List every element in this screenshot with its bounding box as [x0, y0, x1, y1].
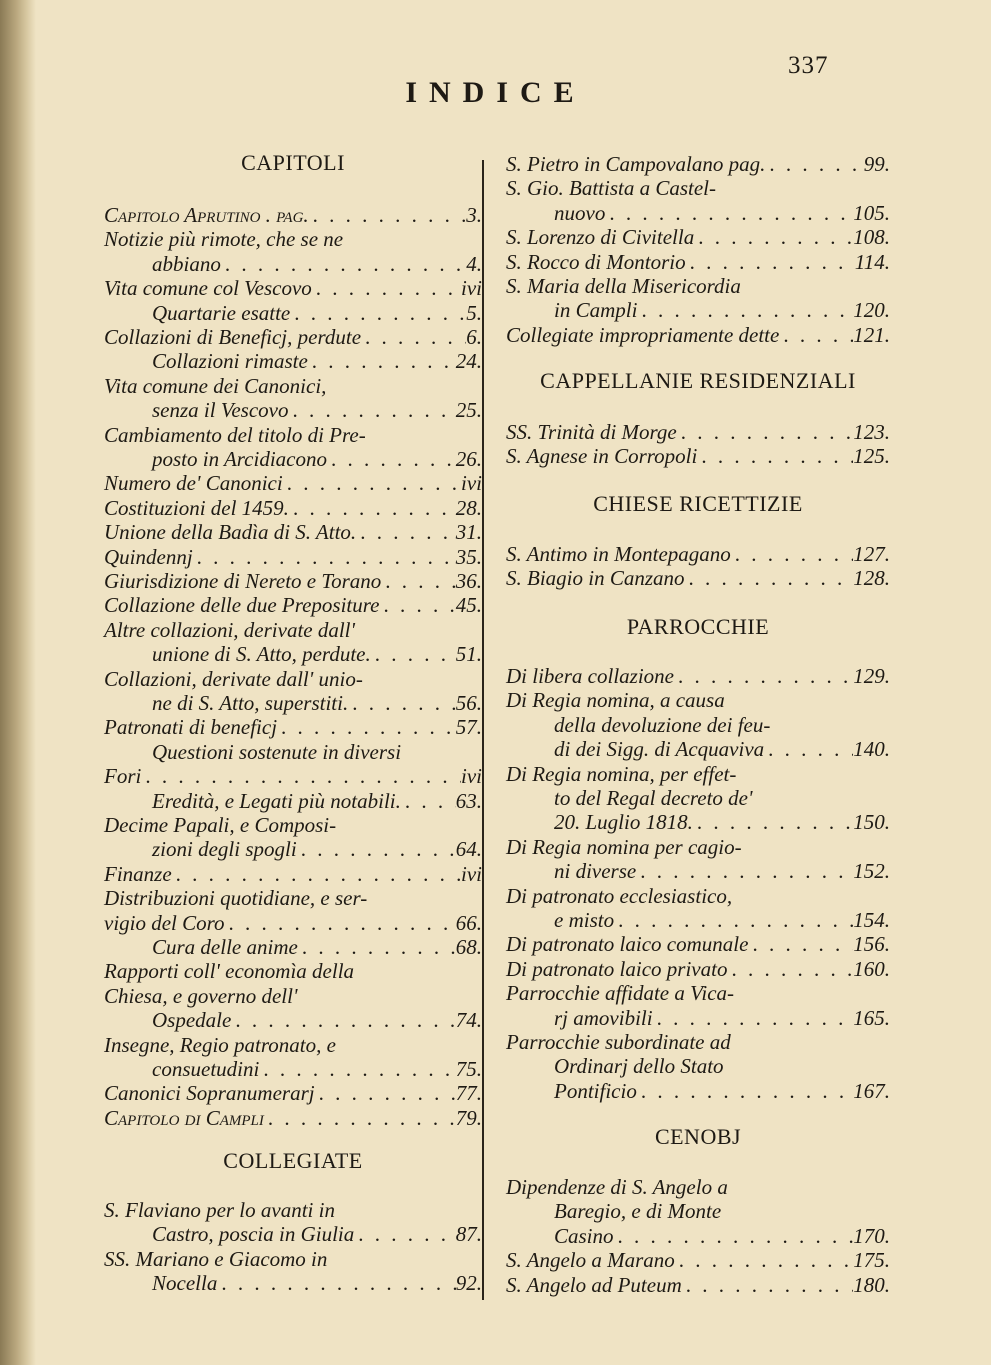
dot-leader: [327, 447, 456, 471]
entry-page: 24.: [455, 349, 482, 374]
index-entry: [152, 349, 482, 373]
index-entry: [152, 642, 482, 666]
entry-title: Collazioni rimaste: [152, 349, 308, 374]
entry-page: 25.: [455, 398, 482, 423]
index-entry: [506, 250, 890, 274]
dot-leader: [298, 935, 456, 959]
entry-title: S. Flaviano per lo avanti in: [104, 1198, 335, 1222]
index-entry: [104, 496, 482, 520]
index-entry: [104, 520, 482, 544]
entry-page: 75.: [455, 1057, 482, 1081]
entry-title: Ospedale: [152, 1008, 232, 1033]
entry-page: ivi: [461, 764, 482, 789]
entry-title: Di Regia nomina, a causa: [506, 688, 725, 713]
index-entry: [104, 593, 482, 617]
entry-title: consuetudini: [152, 1057, 260, 1081]
entry-title: Canonici Sopranumerarj: [104, 1081, 315, 1106]
index-entry: [506, 274, 890, 298]
index-entry: [554, 810, 890, 834]
index-entry: [506, 835, 890, 859]
entry-title: S. Rocco di Montorio: [506, 249, 686, 274]
entry-page: 125.: [853, 444, 890, 469]
index-entry: [104, 203, 482, 227]
entry-title: Collazioni di Beneficj, perdute: [104, 325, 362, 349]
entry-title: S. Angelo ad Puteum: [506, 1272, 682, 1297]
dot-leader: [675, 1248, 853, 1272]
index-entry: [506, 444, 890, 468]
index-entry: [506, 932, 890, 956]
entry-title: Numero de' Canonici: [104, 471, 283, 496]
entry-title: S. Lorenzo di Civitella: [506, 225, 695, 250]
entry-title: Eredità, e Legati più notabili.: [152, 788, 401, 813]
index-entry: [506, 542, 890, 566]
entry-title: S. Biagio in Canzano: [506, 566, 685, 591]
entry-title: Dipendenze di S. Angelo a: [506, 1175, 728, 1199]
index-entry: [104, 1081, 482, 1105]
dot-leader: [727, 957, 853, 981]
section-heading-cenobj: CENOBJ: [654, 1124, 742, 1149]
dot-leader: [264, 1106, 456, 1130]
entry-title: Parrocchie affidate a Vica-: [506, 981, 735, 1006]
entry-page: 127.: [853, 542, 890, 566]
entry-title: vigio del Coro: [104, 910, 225, 935]
entry-title: Di patronato laico comunale: [506, 932, 749, 957]
index-entry: [152, 252, 482, 276]
section-heading-chiese: CHIESE RICETTIZIE: [593, 491, 803, 516]
dot-leader: [283, 471, 461, 495]
index-entry: [104, 423, 482, 447]
entry-page: 152.: [853, 859, 890, 884]
page-gutter-shadow: [0, 0, 36, 1365]
index-entry: [152, 1057, 482, 1081]
entry-page: 31.: [455, 520, 482, 545]
dot-leader: [356, 520, 456, 544]
index-entry: [152, 691, 482, 715]
dot-leader: [297, 837, 456, 861]
index-entry: [554, 737, 890, 761]
dot-leader: [731, 542, 853, 566]
dot-leader: [193, 545, 456, 569]
entry-title: S. Gio. Battista a Castel-: [506, 176, 716, 201]
index-title: INDICE: [405, 76, 586, 109]
entry-page: 68.: [455, 935, 482, 959]
entry-title: Quindennj: [104, 544, 193, 569]
entry-title: Vita comune dei Canonici,: [104, 373, 327, 398]
entry-title: Di patronato laico privato: [506, 956, 728, 981]
entry-page: 36.: [455, 569, 482, 593]
dot-leader: [748, 932, 853, 956]
dot-leader: [614, 1224, 854, 1248]
index-entry: [506, 1175, 890, 1199]
entry-title: Di libera collazione: [506, 664, 674, 688]
entry-title: S. Agnese in Corropoli: [506, 444, 698, 469]
entry-page: 57.: [455, 715, 482, 740]
dot-leader: [259, 1057, 455, 1081]
index-entry: [104, 471, 482, 495]
index-entry: [152, 837, 482, 861]
section-heading-parrocchie: PARROCCHIE: [626, 614, 770, 639]
entry-title: Castro, poscia in Giulia: [152, 1222, 355, 1247]
entry-title: posto in Arcidiacono: [152, 447, 327, 471]
index-entry: [104, 959, 482, 983]
dot-leader: [674, 664, 853, 688]
index-entry: [506, 225, 890, 249]
entry-title: Chiesa, e governo dell': [104, 983, 298, 1008]
entry-title: Di patronato ecclesiastico,: [506, 883, 733, 908]
dot-leader: [172, 862, 461, 886]
entry-title: Fori: [104, 764, 142, 789]
entry-title: S. Antimo in Montepagano: [506, 542, 731, 566]
index-entry: [506, 664, 890, 688]
entry-title: Questioni sostenute in diversi: [152, 739, 402, 764]
entry-title: Patronati di beneficj: [104, 715, 278, 740]
entry-page: ivi: [461, 861, 482, 886]
dot-leader: [288, 398, 455, 422]
index-entry: [506, 688, 890, 712]
column-divider: [482, 160, 484, 1300]
index-entry: [152, 789, 482, 813]
index-entry: [104, 227, 482, 251]
entry-page: 79.: [455, 1105, 482, 1130]
entry-title: Giurisdizione di Nereto e Torano: [104, 569, 382, 593]
entry-page: 63.: [455, 788, 482, 813]
entry-page: 123.: [853, 420, 890, 444]
entry-title: Decime Papali, e Composi-: [104, 813, 337, 837]
dot-leader: [315, 1081, 456, 1105]
index-entry: [554, 201, 890, 225]
index-entry: [554, 1054, 890, 1078]
dot-leader: [637, 1079, 853, 1103]
dot-leader: [764, 737, 853, 761]
index-entry: [554, 1224, 890, 1248]
entry-page: 64.: [455, 837, 482, 862]
entry-title: Quartarie esatte: [152, 300, 291, 325]
dot-leader: [221, 252, 466, 276]
index-entry: [554, 786, 890, 810]
index-entry: [104, 886, 482, 910]
section-heading-cappellanie: CAPPELLANIE RESIDENZIALI: [540, 368, 856, 393]
dot-leader: [379, 593, 455, 617]
entry-page: 4.: [466, 251, 482, 276]
index-entry: [152, 1271, 482, 1295]
entry-page: 120.: [853, 298, 890, 323]
dot-leader: [694, 225, 853, 249]
entry-title: della devoluzione dei feu-: [554, 712, 771, 737]
index-entry: [104, 1033, 482, 1057]
entry-page: 170.: [853, 1223, 890, 1248]
dot-leader: [697, 444, 853, 468]
dot-leader: [348, 691, 456, 715]
index-entry: [506, 176, 890, 200]
entry-title: unione di S. Atto, perdute.: [152, 642, 371, 667]
entry-page: 140.: [853, 737, 890, 762]
index-entry: [152, 301, 482, 325]
index-entry: [152, 1008, 482, 1032]
index-entry: [104, 764, 482, 788]
section-heading-collegiate: COLLEGIATE: [223, 1148, 363, 1173]
index-entry: [506, 884, 890, 908]
entry-title: Distribuzioni quotidiane, e ser-: [104, 886, 368, 911]
dot-leader: [290, 301, 466, 325]
entry-title: Collazione delle due Prepositure: [104, 593, 380, 618]
index-entry: [506, 762, 890, 786]
index-entry: [554, 1006, 890, 1030]
dot-leader: [682, 1273, 853, 1297]
entry-title: Insegne, Regio patronato, e: [104, 1032, 336, 1057]
entry-page: 28.: [455, 495, 482, 520]
index-entry: [554, 298, 890, 322]
index-entry: [152, 740, 482, 764]
section-heading-capitoli: CAPITOLI: [241, 150, 345, 175]
index-entry: [554, 908, 890, 932]
entry-page: 66.: [455, 910, 482, 935]
entry-title: Costituzioni del 1459.: [104, 495, 289, 520]
entry-title: Cambiamento del titolo di Pre-: [104, 422, 366, 447]
dot-leader: [231, 1008, 455, 1032]
dot-leader: [686, 250, 855, 274]
dot-leader: [637, 298, 853, 322]
dot-leader: [371, 642, 456, 666]
index-entry: [104, 862, 482, 886]
entry-title: Altre collazioni, derivate dall': [104, 617, 356, 642]
entry-title: Casino: [554, 1223, 614, 1248]
dot-leader: [141, 764, 461, 788]
entry-page: 45.: [455, 593, 482, 618]
dot-leader: [779, 323, 853, 347]
entry-page: 165.: [853, 1005, 890, 1030]
entry-page: 74.: [455, 1008, 482, 1033]
entry-page: 5.: [466, 300, 482, 325]
entry-title: Pontificio: [554, 1078, 637, 1103]
entry-title: to del Regal decreto de': [554, 786, 753, 810]
index-entry: [554, 1079, 890, 1103]
entry-page: 87.: [455, 1222, 482, 1247]
entry-title: 20. Luglio 1818.: [554, 810, 693, 835]
entry-title: Di Regia nomina per cagio-: [506, 834, 742, 859]
index-entry: [104, 911, 482, 935]
index-entry: [104, 1198, 482, 1222]
index-entry: [554, 1199, 890, 1223]
entry-page: 180.: [853, 1272, 890, 1297]
index-entry: [104, 813, 482, 837]
dot-leader: [289, 496, 456, 520]
index-entry: [104, 1106, 482, 1130]
entry-page: 26.: [455, 447, 482, 471]
entry-title: Unione della Badìa di S. Atto.: [104, 520, 357, 545]
entry-title: S. Angelo a Marano: [506, 1248, 675, 1273]
index-entry: [554, 713, 890, 737]
entry-title: Capitolo Aprutino . pag.: [104, 203, 309, 227]
entry-title: Ordinarj dello Stato: [554, 1054, 724, 1079]
entry-title: Rapporti coll' economìa della: [104, 959, 355, 984]
dot-leader: [685, 566, 854, 590]
dot-leader: [693, 810, 853, 834]
dot-leader: [309, 203, 467, 227]
entry-title: Vita comune col Vescovo: [104, 276, 312, 301]
entry-page: 99.: [863, 152, 890, 176]
entry-title: nuovo: [554, 200, 606, 225]
entry-title: Nocella: [152, 1271, 218, 1296]
dot-leader: [361, 325, 466, 349]
entry-title: Collegiate impropriamente dette: [506, 322, 780, 347]
entry-title: rj amovibili: [554, 1005, 653, 1030]
entry-title: Cura delle anime: [152, 935, 298, 959]
dot-leader: [653, 1006, 854, 1030]
dot-leader: [217, 1271, 455, 1295]
index-entry: [506, 420, 890, 444]
index-entry: [152, 398, 482, 422]
index-entry: [152, 935, 482, 959]
dot-leader: [605, 201, 853, 225]
entry-title: e misto: [554, 908, 615, 932]
index-entry: [554, 859, 890, 883]
index-entry: [506, 1273, 890, 1297]
index-entry: [104, 984, 482, 1008]
entry-title: Di Regia nomina, per effet-: [506, 761, 737, 786]
index-entry: [104, 545, 482, 569]
entry-title: in Campli: [554, 298, 638, 323]
index-entry: [104, 374, 482, 398]
entry-page: 77.: [455, 1081, 482, 1106]
entry-page: ivi: [461, 276, 482, 301]
index-entry: [104, 1247, 482, 1271]
entry-page: 35.: [455, 544, 482, 569]
dot-leader: [308, 349, 456, 373]
index-entry: [104, 325, 482, 349]
index-entry: [506, 1248, 890, 1272]
entry-title: S. Pietro in Campovalano pag.: [506, 152, 766, 176]
entry-page: 56.: [455, 691, 482, 715]
page-number: 337: [788, 52, 829, 79]
entry-page: 92.: [455, 1271, 482, 1296]
index-entry: [506, 957, 890, 981]
entry-title: abbiano: [152, 251, 221, 276]
dot-leader: [277, 715, 456, 739]
entry-page: 121.: [853, 322, 890, 347]
entry-page: ivi: [461, 471, 482, 496]
entry-page: 156.: [853, 932, 890, 957]
entry-title: senza il Vescovo: [152, 398, 289, 423]
dot-leader: [354, 1222, 456, 1246]
entry-page: 154.: [853, 908, 890, 932]
index-entry: [506, 152, 890, 176]
entry-title: Baregio, e di Monte: [554, 1199, 722, 1224]
dot-leader: [677, 420, 854, 444]
entry-title: Parrocchie subordinate ad: [506, 1030, 731, 1054]
entry-title: Notizie più rimote, che se ne: [104, 227, 344, 252]
entry-title: Finanze: [104, 861, 172, 886]
dot-leader: [765, 152, 863, 176]
entry-title: zioni degli spogli: [152, 837, 297, 862]
entry-title: ne di S. Atto, superstiti.: [152, 691, 349, 715]
index-entry: [152, 1222, 482, 1246]
entry-title: ni diverse: [554, 859, 637, 884]
index-entry: [152, 447, 482, 471]
entry-page: 129.: [853, 664, 890, 688]
entry-page: 108.: [853, 225, 890, 250]
dot-leader: [614, 908, 853, 932]
entry-page: 51.: [455, 642, 482, 667]
dot-leader: [312, 276, 461, 300]
dot-leader: [381, 569, 455, 593]
index-entry: [104, 667, 482, 691]
index-entry: [104, 276, 482, 300]
entry-page: 114.: [854, 249, 890, 274]
entry-title: Capitolo di Campli: [104, 1105, 264, 1130]
index-entry: [506, 566, 890, 590]
entry-page: 3.: [466, 203, 482, 227]
entry-page: 105.: [853, 200, 890, 225]
entry-page: 6.: [466, 325, 482, 349]
index-entry: [506, 981, 890, 1005]
entry-title: Collazioni, derivate dall' unio-: [104, 666, 363, 691]
entry-page: 150.: [853, 810, 890, 835]
index-entry: [104, 715, 482, 739]
entry-page: 160.: [853, 956, 890, 981]
entry-title: di dei Sigg. di Acquaviva: [554, 737, 765, 762]
entry-title: SS. Trinità di Morge: [506, 420, 677, 444]
entry-title: S. Maria della Misericordia: [506, 274, 741, 298]
entry-page: 128.: [853, 566, 890, 591]
index-entry: [104, 569, 482, 593]
dot-leader: [401, 789, 456, 813]
entry-page: 167.: [853, 1078, 890, 1103]
index-entry: [506, 323, 890, 347]
dot-leader: [225, 911, 456, 935]
entry-page: 175.: [853, 1248, 890, 1273]
index-entry: [104, 618, 482, 642]
dot-leader: [636, 859, 853, 883]
entry-title: SS. Mariano e Giacomo in: [104, 1246, 328, 1271]
index-entry: [506, 1030, 890, 1054]
